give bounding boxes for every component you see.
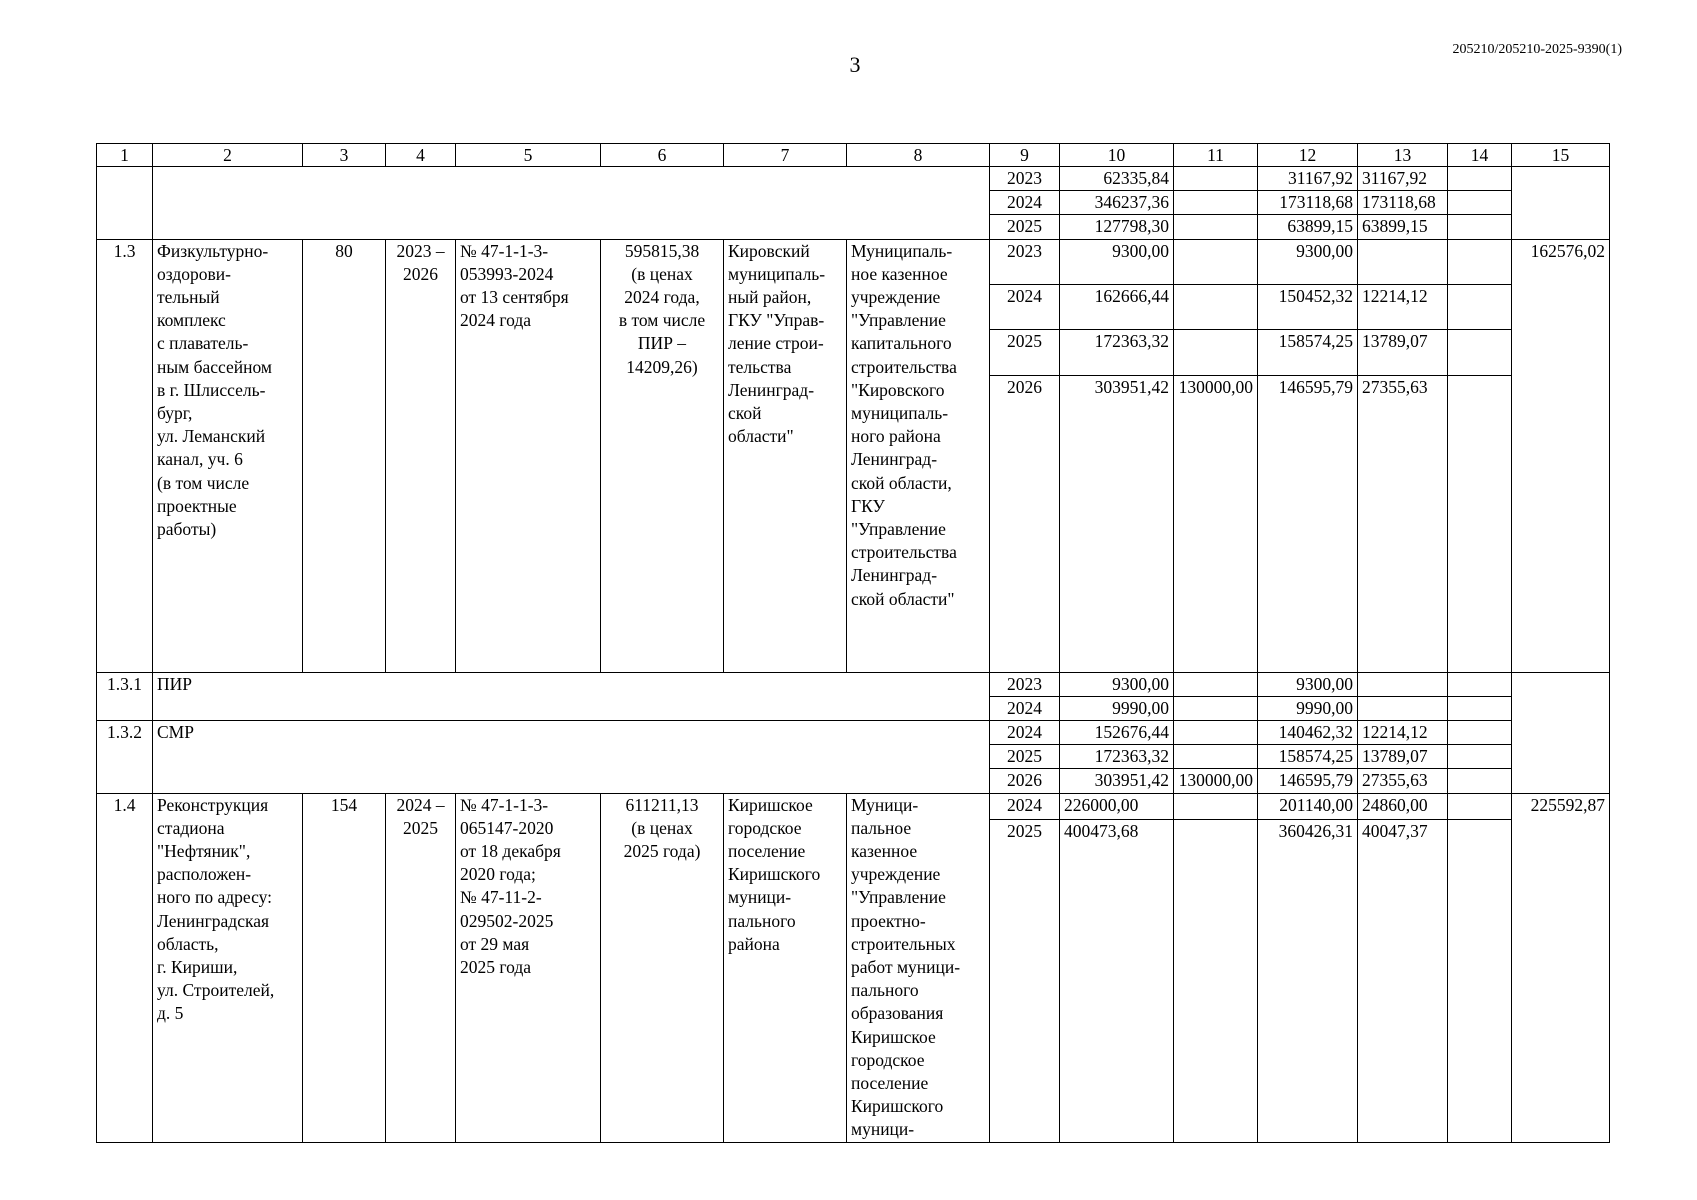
cell-federal [1174, 191, 1258, 215]
cell-municipality: Киришское городское поселение Киришского муници- пального района [724, 793, 847, 1142]
col-header: 8 [847, 144, 990, 167]
cell-regional: 31167,92 [1258, 167, 1358, 191]
col-header: 13 [1358, 144, 1448, 167]
cell-total: 346237,36 [1060, 191, 1174, 215]
cell-empty [97, 167, 153, 240]
cell-other [1448, 284, 1512, 329]
cell-other [1448, 769, 1512, 793]
cell-customer: Муници- пальное казенное учреждение "Управление проектно- строительных работ муници- пального образования Киришское городское поселение Киришского муници- [847, 793, 990, 1142]
cell-federal [1174, 672, 1258, 696]
cell-other [1448, 793, 1512, 819]
col-header: 1 [97, 144, 153, 167]
cell-other [1448, 696, 1512, 720]
cell-capacity: 80 [303, 239, 386, 672]
cell-regional: 9990,00 [1258, 696, 1358, 720]
cell-estimated-cost: 611211,13 (в ценах 2025 года) [601, 793, 724, 1142]
cell-item-number: 1.3 [97, 239, 153, 672]
cell-customer: Муниципаль- ное казенное учреждение "Управление капитального строительства "Кировского муниципаль- ного района Ленинград- ской области, ГКУ "Управление строительства Ленинград- ской области" [847, 239, 990, 672]
cell-federal: 130000,00 [1174, 769, 1258, 793]
cell-item-number: 1.3.1 [97, 672, 153, 720]
cell-local: 40047,37 [1358, 819, 1448, 1142]
cell-local: 27355,63 [1358, 375, 1448, 672]
cell-federal [1174, 284, 1258, 329]
cell-year: 2024 [990, 721, 1060, 745]
cell-year: 2025 [990, 819, 1060, 1142]
cell-local: 13789,07 [1358, 330, 1448, 375]
cell-local: 24860,00 [1358, 793, 1448, 819]
cell-total: 162666,44 [1060, 284, 1174, 329]
cell-other [1448, 191, 1512, 215]
cell-total: 152676,44 [1060, 721, 1174, 745]
cell-other [1448, 239, 1512, 284]
cell-regional: 146595,79 [1258, 769, 1358, 793]
cell-regional: 140462,32 [1258, 721, 1358, 745]
cell-capacity: 154 [303, 793, 386, 1142]
cell-other [1448, 167, 1512, 191]
col-header: 11 [1174, 144, 1258, 167]
cell-year: 2026 [990, 769, 1060, 793]
cell-local [1358, 672, 1448, 696]
cell-period: 2024 – 2025 [386, 793, 456, 1142]
cell-year: 2025 [990, 745, 1060, 769]
cell-item-number: 1.3.2 [97, 721, 153, 794]
table-row [97, 167, 1610, 191]
cell-local: 63899,15 [1358, 215, 1448, 239]
col-header: 10 [1060, 144, 1174, 167]
cell-regional: 173118,68 [1258, 191, 1358, 215]
cell-year: 2024 [990, 793, 1060, 819]
cell-total: 9990,00 [1060, 696, 1174, 720]
cell-empty [153, 167, 990, 240]
cell-local [1358, 239, 1448, 284]
cell-local: 12214,12 [1358, 721, 1448, 745]
cell-municipality: Кировский муниципаль- ный район, ГКУ "Управ- ление строи- тельства Ленинград- ской области" [724, 239, 847, 672]
cell-other [1448, 672, 1512, 696]
cell-year: 2024 [990, 191, 1060, 215]
cell-year: 2023 [990, 239, 1060, 284]
cell-total: 62335,84 [1060, 167, 1174, 191]
cell-regional: 158574,25 [1258, 745, 1358, 769]
cell-stage-name: ПИР [153, 672, 990, 720]
cell-expertise: № 47-1-1-3- 065147-2020 от 18 декабря 2020 года; № 47-11-2- 029502-2025 от 29 мая 2025 года [456, 793, 601, 1142]
table-row [97, 793, 1610, 819]
col-header: 5 [456, 144, 601, 167]
cell-object-name: Реконструкция стадиона "Нефтяник", расположен- ного по адресу: Ленинградская область, г. Кириши, ул. Строителей, д. 5 [153, 793, 303, 1142]
cell-remaining: 225592,87 [1512, 793, 1610, 1142]
cell-federal [1174, 745, 1258, 769]
cell-total: 226000,00 [1060, 793, 1174, 819]
cell-local: 27355,63 [1358, 769, 1448, 793]
table-row [97, 239, 1610, 284]
cell-other [1448, 745, 1512, 769]
col-header: 2 [153, 144, 303, 167]
cell-federal: 130000,00 [1174, 375, 1258, 672]
cell-total: 9300,00 [1060, 239, 1174, 284]
cell-other [1448, 721, 1512, 745]
cell-regional: 9300,00 [1258, 672, 1358, 696]
cell-empty [1512, 672, 1610, 793]
cell-other [1448, 215, 1512, 239]
page-number: 3 [849, 52, 861, 77]
document-id: 205210/205210-2025-9390(1) [1452, 42, 1622, 57]
cell-federal [1174, 721, 1258, 745]
cell-federal [1174, 696, 1258, 720]
cell-item-number: 1.4 [97, 793, 153, 1142]
cell-regional: 9300,00 [1258, 239, 1358, 284]
cell-year: 2023 [990, 167, 1060, 191]
cell-remaining: 162576,02 [1512, 239, 1610, 672]
cell-total: 172363,32 [1060, 330, 1174, 375]
cell-local: 13789,07 [1358, 745, 1448, 769]
col-header: 7 [724, 144, 847, 167]
col-header: 12 [1258, 144, 1358, 167]
col-header: 3 [303, 144, 386, 167]
cell-total: 400473,68 [1060, 819, 1174, 1142]
cell-year: 2023 [990, 672, 1060, 696]
cell-empty [1512, 167, 1610, 240]
cell-stage-name: СМР [153, 721, 990, 794]
cell-local: 12214,12 [1358, 284, 1448, 329]
col-header: 6 [601, 144, 724, 167]
cell-regional: 146595,79 [1258, 375, 1358, 672]
cell-federal [1174, 167, 1258, 191]
cell-object-name: Физкультурно- оздорови- тельный комплекс с плаватель- ным бассейном в г. Шлиссель- бург, ул. Леманский канал, уч. 6 (в том числе проектные работы) [153, 239, 303, 672]
cell-federal [1174, 215, 1258, 239]
cell-estimated-cost: 595815,38 (в ценах 2024 года, в том числе ПИР – 14209,26) [601, 239, 724, 672]
column-number-row [97, 144, 1610, 167]
cell-total: 303951,42 [1060, 375, 1174, 672]
cell-federal [1174, 330, 1258, 375]
cell-total: 9300,00 [1060, 672, 1174, 696]
cell-total: 303951,42 [1060, 769, 1174, 793]
cell-total: 127798,30 [1060, 215, 1174, 239]
cell-regional: 158574,25 [1258, 330, 1358, 375]
cell-year: 2026 [990, 375, 1060, 672]
cell-other [1448, 330, 1512, 375]
cell-period: 2023 – 2026 [386, 239, 456, 672]
cell-expertise: № 47-1-1-3- 053993-2024 от 13 сентября 2024 года [456, 239, 601, 672]
col-header: 14 [1448, 144, 1512, 167]
cell-year: 2025 [990, 215, 1060, 239]
cell-regional: 201140,00 [1258, 793, 1358, 819]
cell-total: 172363,32 [1060, 745, 1174, 769]
cell-year: 2025 [990, 330, 1060, 375]
table-row [97, 672, 1610, 696]
cell-year: 2024 [990, 696, 1060, 720]
cell-local [1358, 696, 1448, 720]
cell-regional: 360426,31 [1258, 819, 1358, 1142]
cell-regional: 63899,15 [1258, 215, 1358, 239]
cell-other [1448, 819, 1512, 1142]
cell-local: 173118,68 [1358, 191, 1448, 215]
cell-federal [1174, 793, 1258, 819]
cell-other [1448, 375, 1512, 672]
cell-regional: 150452,32 [1258, 284, 1358, 329]
cell-federal [1174, 819, 1258, 1142]
col-header: 4 [386, 144, 456, 167]
investment-table [96, 143, 1610, 1143]
col-header: 9 [990, 144, 1060, 167]
cell-federal [1174, 239, 1258, 284]
cell-local: 31167,92 [1358, 167, 1448, 191]
col-header: 15 [1512, 144, 1610, 167]
table-row [97, 721, 1610, 745]
cell-year: 2024 [990, 284, 1060, 329]
